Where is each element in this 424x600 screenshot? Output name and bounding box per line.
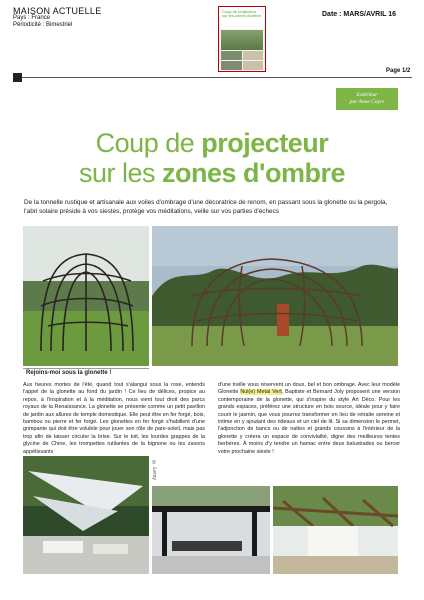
photo-black-pergola [152, 486, 270, 574]
periodicity: Périodicité : Bimestriel [13, 22, 73, 28]
body-right-part-b: , Baptiste et Bernard Joly proposent une version contemporaine de la glonette, qui s'inspire du style Art Déco. Pour les grands espaces, préférez une structure en bois source, idéale pour y faire courir le jasmin, que vous pourrez transformer en lieu de retraite sereine et intime en y ajoutant des rideaux et un ciel de lit. Si sa dimension le permet, l'adjonction de bancs ou de nattes et grands coussins à l'intérieur de la glonette y créera un espace de convivialité, digne des meilleures tentes berbères. À moins d'y tendre un hamac entre deux balustrades ou bercer votre prochaine sieste ! [218, 389, 400, 455]
title-line1-bold: projecteur [201, 128, 329, 158]
body-column-left: Aux heures mortes de l'été, quand tout s'alangui sous la rose, entends l'appel de la glonette au fond du jardin ! Ce lieu de délices, propice au repos, à l'inspiration et à la méditation, nous vient tout droit des parcs royaux de la Renaissance. La glonette se présente comme un petit pavillon de jardin aux allures de temple domestique. Elle peut être en fer forgé, bois, bambou ou pierre et fer forgé. Les glonettes en fer forgé s'habillent d'une grimpante qui doit être volubile pour jouer son rôle de pare-soleil, mais pas trop afin de laisser circuler la brise. Sur le toit, les lourdes grappes de la glycine de Chine, les trompettes rutilantes de la bignone ou les zavons appétissants [23, 382, 205, 455]
publication-date: Date : MARS/AVRIL 16 [322, 11, 397, 18]
author-byline: par Anne Cayre [349, 99, 385, 105]
publication-meta [13, 15, 72, 29]
photo-wooden-pergola [273, 486, 398, 574]
title-line2-plain: sur les [79, 158, 163, 188]
issue-thumbnail [218, 6, 266, 72]
country: Pays : France [13, 15, 51, 21]
header-rule [22, 77, 412, 78]
page-number: Page 1/2 [386, 68, 411, 74]
thumbnail-title: Coup de projecteur sur les zones d'ombre [222, 9, 262, 18]
page-marker [13, 73, 22, 82]
article-title [0, 128, 424, 188]
section-badge [336, 88, 398, 110]
highlighted-brand: Nul(e) Metal Vert [240, 389, 282, 396]
title-line1-plain: Coup de [95, 128, 202, 158]
caption-rule [23, 368, 149, 369]
section-name: Extérieur [356, 92, 378, 98]
photo-caption: Rejoins-moi sous la glonette ! [26, 370, 112, 376]
photo-iron-gazebo [23, 226, 149, 366]
title-line2-bold: zones d'ombre [162, 158, 345, 188]
article-intro: De la tonnelle rustique et artisanale aux voiles d'ombrage d'une décoratrice de renom, en passant sous la glonette ou la pergola, l'abri solaire préside à vos siestes, protège vos méditations, veille sur vos parties d'échecs [24, 199, 388, 215]
photo-shade-sail [23, 456, 149, 574]
photo-credit: © Leroy [151, 460, 157, 480]
publication-name: MAISON ACTUELLE [13, 6, 102, 16]
photo-metal-pergola [152, 226, 398, 366]
body-column-right [218, 382, 400, 456]
body-right-part-a: d'une treille vous réservent un doux, bel et bon ombrage. Avec leur modèle Glonette [218, 382, 400, 396]
